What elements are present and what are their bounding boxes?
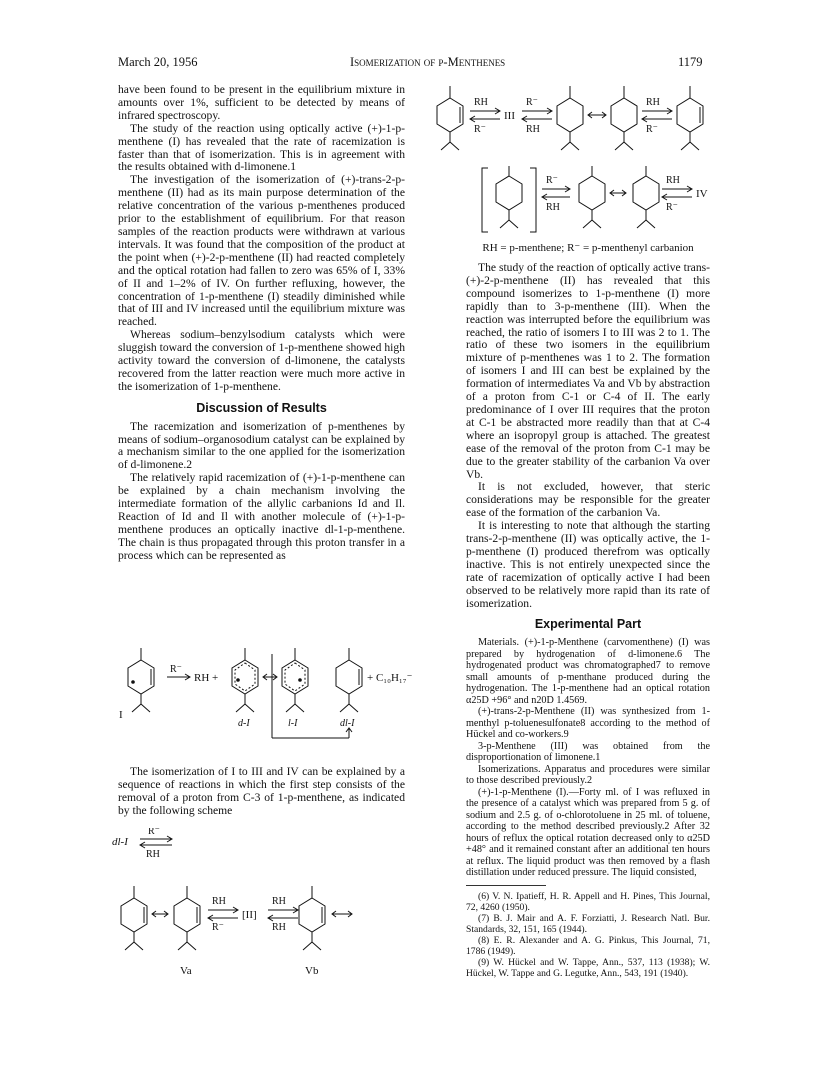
right-paragraph-1: The study of the reaction of optically active trans-(+)-2-p-menthene (II) has revealed that this compound isomerizes to 1-p-menthene (I) more rapidly than to 3-p-menthene (III). When the reaction was interrupted before the equilibrium was reached, the ratio of isomers I to III was 2 to 1. The ratio of these two isomers in the equilibrium mixture of p-menthenes was 1 to 2. The formation of isomers I and III can best be explained by the formation of intermediates Va and Vb by abstraction of a proton from C-1 or C-4 of II. The early predominance of I over III requires that the proton at C-1 be abstracted more readily than that at C-4 where an isopropyl group is attached. The greatest ease of the removal of the proton from C-1 may be due to the greater stability of the carbanion Va over Vb. xyxy=(466,261,710,481)
footnote-divider xyxy=(466,885,546,886)
header-date: March 20, 1956 xyxy=(118,55,198,69)
left-paragraph-6: The relatively rapid racemization of (+)-1-p-menthene can be explained by a chain mechanism involving the intermediate formation of the allylic carbanions Id and Il. Reaction of Id and Il with another molecule of (+)-1-p-menthene produces an optically inactive dl-1-p-menthene. The chain is thus propagated through this proton transfer in a process which can be represented as xyxy=(118,471,405,562)
scheme3-rminus-1: R⁻ xyxy=(474,124,486,135)
scheme-caption: RH = p-menthene; R⁻ = p-menthenyl carbanion xyxy=(482,242,694,254)
racemization-scheme xyxy=(112,646,412,746)
scheme3-rh-5: RH xyxy=(666,175,680,186)
scheme2-ii: [II] xyxy=(242,909,257,921)
scheme3-rh-2: RH xyxy=(526,124,540,135)
scheme1-label-i: I xyxy=(119,709,123,721)
scheme1-label-d-i: d-I xyxy=(238,718,250,729)
scheme3-rminus-2: R⁻ xyxy=(526,97,538,108)
left-paragraph-4: Whereas sodium–benzylsodium catalysts which were sluggish toward the conversion of 1-p-menthene showed high activity toward the conversion of d-limonene, the catalysts recovered from the latter reaction were much more active in the isomerization of 1-p-menthene. xyxy=(118,328,405,393)
scheme2-label-va: Va xyxy=(180,965,192,977)
scheme1-plus-c10h17: + C₁₀H₁₇⁻ xyxy=(367,672,412,684)
section-heading-experimental: Experimental Part xyxy=(534,617,642,632)
left-paragraph-1: have been found to be present in the equilibrium mixture in amounts over 1%, sufficient to be detected by means of infrared spectroscopy. xyxy=(118,83,405,122)
scheme2-label-vb: Vb xyxy=(305,965,319,977)
footnote-8: (8) E. R. Alexander and A. G. Pinkus, This Journal, 71, 1786 (1949). xyxy=(466,934,710,957)
experimental-trans-2-p-menthene: (+)-trans-2-p-Menthene (II) was synthesized from 1-menthyl p-toluenesulfonate8 according to the method of Hückel and co-workers.9 xyxy=(466,706,710,741)
scheme1-label-dl-i: dl-I xyxy=(340,718,355,729)
header-page-number: 1179 xyxy=(678,55,703,69)
scheme3-iv: IV xyxy=(696,188,708,200)
scheme3-rminus-5: R⁻ xyxy=(666,202,678,213)
scheme2-rh-top-left: RH xyxy=(212,896,226,907)
scheme2-dl-i: dl-I xyxy=(112,836,128,848)
scheme1-rh-plus: RH + xyxy=(194,672,219,684)
scheme3-rminus-4: R⁻ xyxy=(546,175,558,186)
scheme1-rminus: R⁻ xyxy=(170,664,182,675)
scheme2-rh-bottom-right: RH xyxy=(272,922,286,933)
running-header xyxy=(118,55,708,71)
footnote-9: (9) W. Hückel and W. Tappe, Ann., 537, 113 (1938); W. Hückel, W. Tappe and G. Legutke, Ann., 543, 191 (1940). xyxy=(466,956,710,979)
experimental-1-p-menthene: (+)-1-p-Menthene (I).—Forty ml. of I was refluxed in the presence of a catalyst which was prepared from 5 g. of sodium and 2.5 g. of o-chlorotoluene in 25 ml. of toluene, according to the method described previously.2 After 32 hours of reflux the optical rotation decreased only to α25D +48° and it remained constant after an additional ten hours at reflux. The liquid product was then removed by a flash distillation under reduced pressure. The liquid consisted, xyxy=(466,786,710,879)
scheme2-rh: RH xyxy=(146,849,160,860)
footnote-7: (7) B. J. Mair and A. F. Forziatti, J. Research Natl. Bur. Standards, 32, 151, 165 (1944). xyxy=(466,912,710,935)
experimental-materials: Materials. (+)-1-p-Menthene (carvomenthene) (I) was prepared by hydrogenation of d-limonene.6 The hydrogenated product was chromatographed7 to remove small amounts of p-menthane produced during the hydrogenation. The 1-p-menthene had an optical rotation α25D +96° and n20D 1.4569. xyxy=(466,637,710,706)
section-heading-discussion: Discussion of Results xyxy=(196,400,327,415)
left-column-lower xyxy=(118,766,405,818)
experimental-isomerizations: Isomerizations. Apparatus and procedures were similar to those described previously.2 xyxy=(466,763,710,787)
right-paragraph-3: It is interesting to note that although the starting trans-2-p-menthene (II) was optically active, the 1-p-menthene (I) produced therefrom was optically inactive. This is not entirely unexpected since the rate of racemization of optically active I had been observed to be relatively more rapid than its rate of isomerization. xyxy=(466,519,710,610)
scheme3-rh-3: RH xyxy=(646,97,660,108)
left-paragraph-2: The study of the reaction using optically active (+)-1-p-menthene (I) has revealed that the rate of racemization is faster than that of isomerization. This is in agreement with the results obtained with d-limonene.1 xyxy=(118,121,405,174)
right-paragraph-2: It is not excluded, however, that steric considerations may be responsible for the greater ease of the formation of the carbanion Va. xyxy=(466,480,710,520)
left-paragraph-7: The isomerization of I to III and IV can be explained by a sequence of reactions in which the first step consists of the removal of a proton from C-3 of 1-p-menthene, as indicated by the following scheme xyxy=(118,765,405,817)
left-paragraph-3: The investigation of the isomerization of (+)-trans-2-p-menthene (II) had as its main purpose determination of the relative concentration of the various p-menthenes produced prior to the establishment of equilibrium. For that reason samples of the reaction products were withdrawn at various intervals. It was found that the composition of the product at the point when (+)-2-p-menthene (II) had reacted completely and the optical rotation had fallen to zero was 65% of I, 33% of II and 1–2% of IV. On further refluxing, however, the concentration of 1-p-menthene (I) steadily diminished while that of III and IV increased until the equilibrium mixture was reached. xyxy=(118,173,405,329)
right-column xyxy=(466,262,710,979)
left-column xyxy=(118,84,405,563)
experimental-3-p-menthene: 3-p-Menthene (III) was obtained from the disproportionation of limonene.1 xyxy=(466,740,710,764)
scheme2-rminus: R⁻ xyxy=(148,828,160,837)
isomerization-scheme-iii-iv xyxy=(430,84,720,244)
scheme1-label-l-i: l-I xyxy=(288,718,298,729)
left-paragraph-5: The racemization and isomerization of p-menthenes by means of sodium–organosodium catalyst can be explained by a mechanism similar to the one applied for the isomerization of d-limonene.2 xyxy=(118,419,405,472)
experimental-text xyxy=(466,637,710,879)
footnote-6: (6) V. N. Ipatieff, H. R. Appell and H. Pines, This Journal, 72, 4260 (1950). xyxy=(466,890,710,913)
scheme3-rh-4: RH xyxy=(546,202,560,213)
isomerization-scheme-va-vb xyxy=(112,828,412,978)
scheme2-rh-top-right: RH xyxy=(272,896,286,907)
scheme3-rminus-3: R⁻ xyxy=(646,124,658,135)
scheme3-iii: III xyxy=(504,110,515,122)
header-title: Isomerization of p-Menthenes xyxy=(350,55,506,69)
scheme2-rminus-bottom-left: R⁻ xyxy=(212,922,224,933)
scheme3-rh-1: RH xyxy=(474,97,488,108)
